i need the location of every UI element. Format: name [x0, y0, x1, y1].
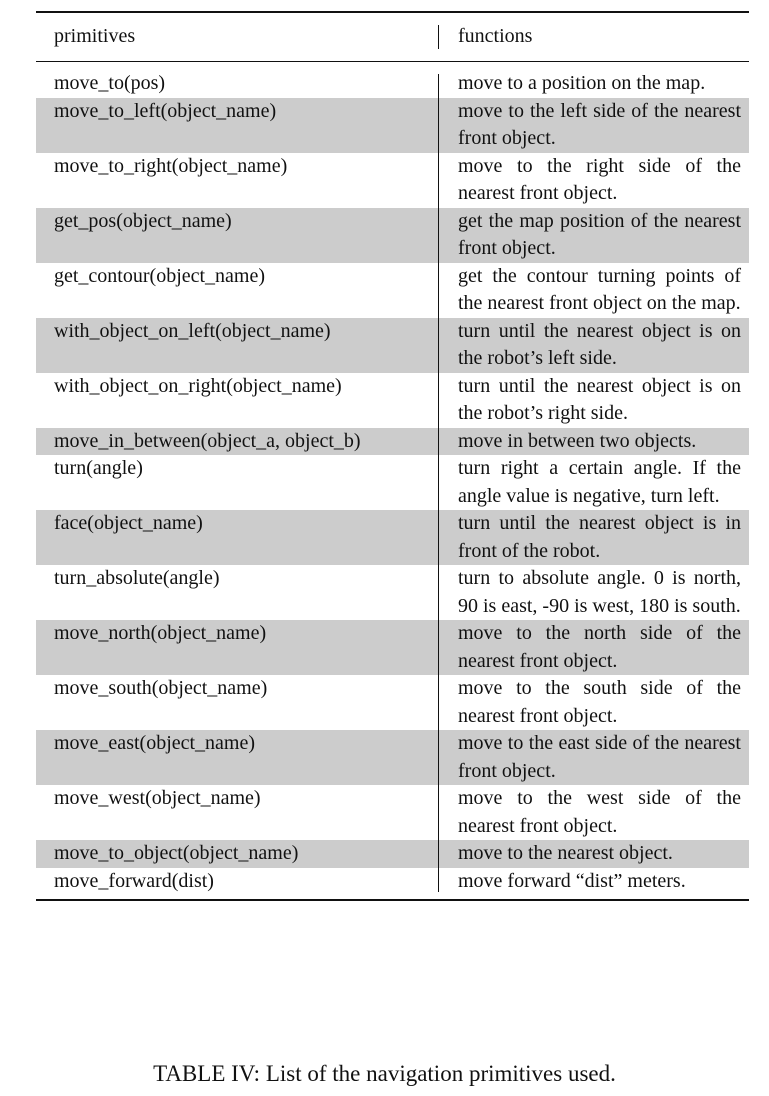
function-cell: move to the nearest object. [438, 840, 749, 868]
table-row [36, 318, 749, 373]
table-row [36, 565, 749, 620]
table-row [36, 840, 749, 868]
function-cell: move to the north side of the nearest front object. [438, 620, 749, 675]
table-row [36, 730, 749, 785]
primitive-cell: with_object_on_right(object_name) [54, 374, 342, 397]
function-cell: move to the west side of the nearest front object. [458, 787, 741, 837]
table-row [36, 98, 749, 153]
primitive-cell: with_object_on_left(object_name) [36, 318, 438, 373]
function-cell: turn until the nearest object is on the robot’s left side. [438, 318, 749, 373]
table-header [36, 12, 749, 62]
primitive-cell: face(object_name) [36, 510, 438, 565]
table-row [36, 455, 749, 510]
function-cell: move to a position on the map. [458, 72, 706, 94]
primitive-cell: turn_absolute(angle) [54, 567, 220, 589]
header-primitives: primitives [54, 25, 136, 48]
function-cell: turn until the nearest object is in front of the robot. [438, 510, 749, 565]
table-row [36, 208, 749, 263]
header-functions: functions [458, 25, 533, 48]
function-cell: get the map position of the nearest front object. [438, 208, 749, 263]
primitive-cell: move_east(object_name) [36, 730, 438, 785]
table-body [36, 62, 749, 901]
table-row [36, 153, 749, 208]
primitive-cell: move_to_object(object_name) [36, 840, 438, 868]
primitive-cell: turn(angle) [54, 457, 143, 479]
primitive-cell: move_to(pos) [54, 72, 166, 94]
table-row [36, 785, 749, 840]
primitive-cell: get_contour(object_name) [54, 264, 266, 287]
primitives-table-container [36, 11, 749, 901]
table-row [36, 263, 749, 318]
function-cell: move to the right side of the nearest front object. [458, 154, 741, 204]
function-cell: turn until the nearest object is on the robot’s right side. [458, 374, 741, 424]
function-cell: move in between two objects. [438, 428, 749, 456]
primitive-cell: move_in_between(object_a, object_b) [36, 428, 438, 456]
column-divider-body [438, 74, 439, 893]
function-cell: turn right a certain angle. If the angle value is negative, turn left. [458, 457, 741, 507]
primitive-cell: move_west(object_name) [54, 787, 261, 809]
table-row [36, 620, 749, 675]
table-row [36, 868, 749, 901]
table-row [36, 510, 749, 565]
function-cell: get the contour turning points of the nearest front object on the map. [458, 264, 741, 314]
table-row [36, 428, 749, 456]
function-cell: turn to absolute angle. 0 is north, 90 is east, -90 is west, 180 is south. [458, 567, 741, 617]
function-cell: move forward “dist” meters. [458, 869, 686, 892]
primitive-cell: get_pos(object_name) [36, 208, 438, 263]
header-row [36, 12, 749, 62]
function-cell: move to the south side of the nearest front object. [458, 677, 741, 727]
primitive-cell: move_to_left(object_name) [36, 98, 438, 153]
column-divider-header [438, 25, 439, 49]
function-cell: move to the left side of the nearest front object. [438, 98, 749, 153]
table-row [36, 373, 749, 428]
navigation-primitives-table [36, 11, 749, 901]
table-row [36, 62, 749, 98]
function-cell: move to the east side of the nearest front object. [438, 730, 749, 785]
primitive-cell: move_north(object_name) [36, 620, 438, 675]
table-row [36, 675, 749, 730]
primitive-cell: move_south(object_name) [54, 677, 268, 699]
primitive-cell: move_to_right(object_name) [54, 154, 288, 177]
table-caption: TABLE IV: List of the navigation primitives used. [153, 1061, 616, 1086]
primitive-cell: move_forward(dist) [54, 869, 214, 892]
